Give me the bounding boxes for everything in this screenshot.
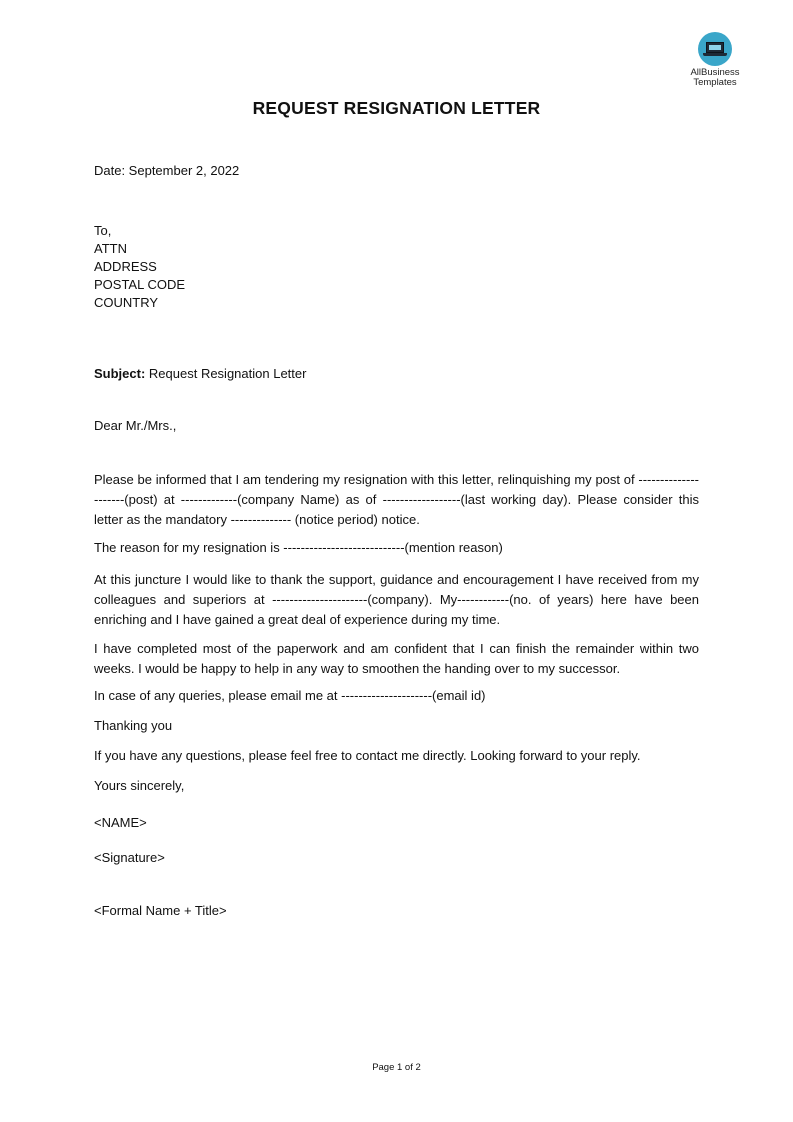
salutation: Dear Mr./Mrs., bbox=[94, 418, 177, 433]
subject-label: Subject: bbox=[94, 366, 146, 381]
paragraph-thanking: Thanking you bbox=[94, 718, 173, 733]
logo-line-2: Templates bbox=[693, 77, 737, 88]
closing: Yours sincerely, bbox=[94, 778, 185, 793]
recipient-address: ADDRESS bbox=[94, 259, 157, 274]
recipient-attn: ATTN bbox=[94, 241, 127, 256]
logo-text bbox=[684, 68, 746, 88]
recipient-to: To, bbox=[94, 223, 112, 238]
subject-text: Request Resignation Letter bbox=[145, 366, 307, 381]
name-placeholder: <NAME> bbox=[94, 815, 147, 830]
laptop-icon bbox=[698, 32, 732, 66]
paragraph-contact: If you have any questions, please feel free to contact me directly. Looking forward to your reply. bbox=[94, 748, 641, 763]
subject-line bbox=[94, 366, 306, 381]
signature-placeholder: <Signature> bbox=[94, 850, 165, 865]
document-title: REQUEST RESIGNATION LETTER bbox=[252, 98, 541, 118]
page-number: Page 1 of 2 bbox=[372, 1062, 421, 1073]
recipient-country: COUNTRY bbox=[94, 295, 159, 310]
paragraph-handover: I have completed most of the paperwork and am confident that I can finish the remainder within two weeks. I would be happy to help in any way to smoothen the handing over to my successor. bbox=[94, 641, 699, 676]
paragraph-queries: In case of any queries, please email me at ---------------------(email id) bbox=[94, 688, 486, 703]
recipient-postal-code: POSTAL CODE bbox=[94, 277, 186, 292]
paragraph-reason: The reason for my resignation is ----------------------------(mention reason) bbox=[94, 540, 503, 555]
letter-date: Date: September 2, 2022 bbox=[94, 163, 240, 178]
paragraph-thanks: At this juncture I would like to thank the support, guidance and encouragement I have received from my colleagues and superiors at ----------------------(company). My------------(no. of years) here have been enriching and I have gained a great deal of experience during my time. bbox=[94, 572, 699, 627]
brand-logo bbox=[684, 32, 746, 88]
paragraph-notice: Please be informed that I am tendering my resignation with this letter, relinquishing my post of ---------------------(post) at -------------(company Name) as of ------------------(last working day). Please consider this letter as the mandatory -------------- (notice period) notice. bbox=[94, 472, 699, 527]
formal-name-placeholder: <Formal Name + Title> bbox=[94, 903, 227, 918]
logo-line-1: AllBusiness bbox=[690, 67, 740, 78]
